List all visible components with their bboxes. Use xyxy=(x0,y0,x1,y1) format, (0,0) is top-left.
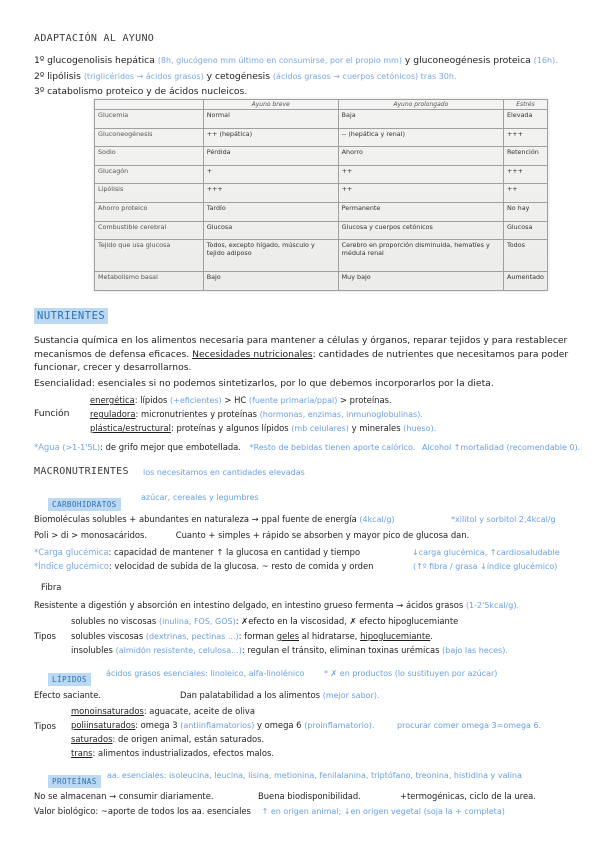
table-header-cell: Estrés xyxy=(503,100,547,110)
table-cell: Glucosa y cuerpos cetónicos xyxy=(338,221,503,240)
section-title-ayuno: ADAPTACIÓN AL AYUNO xyxy=(34,33,155,44)
table-cell: Tardío xyxy=(203,202,338,221)
carbo-l2b: Cuanto + simples + rápido se absorben y mayor pico de glucosa dan. xyxy=(175,530,470,540)
carbo-l1c: *xilitol y sorbitol 2,4kcal/g xyxy=(451,515,556,524)
proteinas-note: aa. esenciales: isoleucina, leucina, lisina, metionina, fenilalanina, triptófano, treonina, histidina y valina xyxy=(107,771,522,780)
table-row xyxy=(95,240,548,272)
table-cell: +++ xyxy=(503,128,547,147)
fibra-t2b: (dextrinas, pectinas ...) xyxy=(145,632,239,641)
lipidos-l1b: Dan palatabilidad a los alimentos xyxy=(180,690,321,700)
carbo-l4a: *Índice glucémico xyxy=(34,561,109,571)
lipidos-t1b: : aguacate, aceite de oliva xyxy=(143,706,256,716)
f2b: : micronutrientes y proteínas xyxy=(135,409,257,419)
lipidos-t2e: (proinflamatorio). xyxy=(304,721,375,730)
ayuno-l1a: 1º glucogenolisis hepática xyxy=(34,55,155,66)
carbo-l3c: ↓carga glucémica, ↑cardiosaludable xyxy=(412,548,560,557)
carbo-l3a: *Carga glucémica xyxy=(34,547,109,557)
fibra-l1a: Resistente a digestión y absorción en intestino delgado, en intestino grueso fermenta → ácidos grasos xyxy=(34,600,464,610)
lipidos-t1a: monoinsaturados xyxy=(71,706,144,716)
table-header-cell: Ayuno breve xyxy=(203,100,338,110)
table-cell: Ahorro xyxy=(338,147,503,166)
lipidos-title: LÍPIDOS xyxy=(48,673,91,686)
table-cell: Pérdida xyxy=(203,147,338,166)
fibra-t2e: al hidratarse, xyxy=(301,631,358,641)
table-cell: Permanente xyxy=(338,202,503,221)
carbo-l1a: Biomoléculas solubles + abundantes en naturaleza → ppal fuente de energía xyxy=(34,514,357,524)
table-cell: Combustible cerebral xyxy=(95,221,204,240)
fibra-tipo-2 xyxy=(71,631,433,642)
lipidos-t2d: y omega 6 xyxy=(257,720,302,730)
table-cell: ++ xyxy=(503,184,547,203)
table-cell: Glucemia xyxy=(95,110,204,129)
carbo-l2a: Poli > di > monosacáridos. xyxy=(34,530,148,540)
ayuno-l2d: (ácidos grasos → cuerpos cetónicos) tras 30h. xyxy=(272,72,457,81)
f3b: : proteínas y algunos lípidos xyxy=(170,423,289,433)
table-cell: Normal xyxy=(203,110,338,129)
proteinas-l2b: ↑ en origen animal; ↓en origen vegetal xyxy=(261,807,421,816)
lipidos-tipo-2 xyxy=(71,720,374,731)
fibra-t2a: solubles viscosas xyxy=(71,631,144,641)
proteinas-line-1b: Buena biodisponibilidad. xyxy=(258,791,361,801)
table-cell: ++ xyxy=(338,184,503,203)
agua-d: *Resto de bebidas tienen aporte calórico. xyxy=(249,443,416,452)
agua-a: *Agua xyxy=(34,442,60,452)
table-cell: Ahorro proteico xyxy=(95,202,204,221)
proteinas-l2a: Valor biológico: ~aporte de todos los aa. esenciales xyxy=(34,806,251,816)
fibra-t1b: (inulina, FOS, GOS) xyxy=(158,617,236,626)
f1a: energética xyxy=(90,395,135,405)
subsection-carbohidratos xyxy=(48,492,121,512)
ayuno-line-2 xyxy=(34,71,457,83)
table-cell: +++ xyxy=(503,165,547,184)
f1e: (fuente primaria/ppal) xyxy=(248,396,338,405)
lipidos-tipo-1 xyxy=(71,706,255,717)
f1f: > proteínas. xyxy=(340,395,392,405)
table-cell: Glucosa xyxy=(203,221,338,240)
fibra-t3a: insolubles xyxy=(71,645,113,655)
carbo-l4c: (↑º fibra / grasa ↓índice glucémico) xyxy=(413,562,558,571)
lipidos-t3b: : de origen animal, están saturados. xyxy=(112,734,265,744)
table-cell: Elevada xyxy=(503,110,547,129)
table-header-row xyxy=(95,100,548,110)
fibra-tipos-label: Tipos xyxy=(34,631,56,641)
ayuno-table xyxy=(94,99,548,291)
lipidos-line-1 xyxy=(34,690,101,701)
carbo-title: CARBOHIDRATOS xyxy=(48,498,121,511)
subsection-lipidos xyxy=(48,667,91,687)
carbo-line-3 xyxy=(34,547,360,558)
table-row xyxy=(95,184,548,203)
table-cell: Todos, excepto hígado, músculo y tejido adiposo xyxy=(203,240,338,272)
ayuno-l1c: y gluconeogénesis proteica xyxy=(404,55,531,66)
ayuno-line-1 xyxy=(34,55,558,67)
table-cell: Sodio xyxy=(95,147,204,166)
fibra-tipo-3 xyxy=(71,645,508,656)
carbo-l4b: : velocidad de subida de la glucosa. ~ resto de comida y orden xyxy=(108,561,374,571)
funcion-plastica xyxy=(90,423,436,434)
table-cell: +++ xyxy=(203,184,338,203)
table-row xyxy=(95,128,548,147)
agua-e: Alcohol ↑mortalidad (recomendable 0). xyxy=(421,443,581,452)
lipidos-t4a: trans xyxy=(71,748,93,758)
lipidos-l1a: Efecto saciante. xyxy=(34,690,102,700)
proteinas-line-1c: +termogénicas, ciclo de la urea. xyxy=(400,791,536,801)
table-header-cell: Ayuno prolongado xyxy=(338,100,503,110)
lipidos-l1c: (mejor sabor). xyxy=(322,691,380,700)
lipidos-tipos-label: Tipos xyxy=(34,721,56,731)
agua-b: (>1-1'5L) xyxy=(62,443,101,452)
subsection-proteinas xyxy=(48,769,101,789)
def2-a: mecanismos de defensa eficaces. xyxy=(34,349,190,360)
lipidos-note: ácidos grasos esenciales: linoleico, alfa-linolénico xyxy=(106,669,305,678)
carbo-note: azúcar, cereales y legumbres xyxy=(141,493,259,502)
agua-line xyxy=(34,442,580,453)
f3e: (hueso). xyxy=(403,424,437,433)
ayuno-l1b: (8h, glucógeno mm último en consumirse, por el propio mm) xyxy=(157,56,402,65)
ayuno-l1d: (16h). xyxy=(533,56,558,65)
fibra-t2d: geles xyxy=(276,631,300,641)
table-cell: No hay xyxy=(503,202,547,221)
fibra-t2f: hipoglucemiante xyxy=(360,631,431,641)
lipidos-tipo-4 xyxy=(71,748,274,759)
necesidades-nutricionales: Necesidades nutricionales xyxy=(192,349,313,360)
f2a: reguladora xyxy=(90,409,136,419)
macro-note: los necesitamos en cantidades elevadas xyxy=(143,468,305,477)
funcion-reguladora xyxy=(90,409,423,420)
fibra-l1b: (1-2'5kcal/g). xyxy=(465,601,520,610)
funcion-energetica xyxy=(90,395,392,406)
lipidos-t2c: (antiinflamatorios) xyxy=(180,721,255,730)
table-cell: Cerebro en proporción disminuida, hematíes y médula renal xyxy=(338,240,503,272)
table-cell: Gluconeogénesis xyxy=(95,128,204,147)
section-title-nutrientes xyxy=(34,304,108,324)
table-cell: ++ (hepática) xyxy=(203,128,338,147)
ayuno-table-photo xyxy=(94,99,548,291)
ayuno-line-3: 3º catabolismo proteico y de ácidos nucleicos. xyxy=(34,86,248,97)
table-header-cell xyxy=(95,100,204,110)
table-cell: Aumentado xyxy=(503,272,547,291)
table-row xyxy=(95,272,548,291)
table-row xyxy=(95,147,548,166)
table-cell: Lipólisis xyxy=(95,184,204,203)
f1d: > HC xyxy=(224,395,247,405)
table-cell: ++ xyxy=(338,165,503,184)
table-cell: + xyxy=(203,165,338,184)
table-row xyxy=(95,221,548,240)
fibra-t1a: solubles no viscosas xyxy=(71,616,157,626)
proteinas-line-1a: No se almacenan → consumir diariamente. xyxy=(34,791,214,801)
funcion-label: Función xyxy=(34,408,70,419)
ayuno-l2c: y cetogénesis xyxy=(206,71,270,82)
table-cell: Baja xyxy=(338,110,503,129)
proteinas-title: PROTEÍNAS xyxy=(48,775,101,788)
table-cell: Glucosa xyxy=(503,221,547,240)
fibra-t2c: : forman xyxy=(238,631,275,641)
f3c: (mb celulares) xyxy=(291,424,349,433)
lipidos-t4b: : alimentos industrializados, efectos malos. xyxy=(92,748,275,758)
table-cell: Retención xyxy=(503,147,547,166)
table-cell: Todos xyxy=(503,240,547,272)
lipidos-note-2: * ✗ en productos (lo sustituyen por azúcar) xyxy=(324,669,498,678)
lipidos-t3a: saturados xyxy=(71,734,113,744)
f3d: y minerales xyxy=(351,423,401,433)
ayuno-l2a: 2º lipólisis xyxy=(34,71,81,82)
carbo-l1b: (4kcal/g) xyxy=(359,515,395,524)
f3a: plástica/estructural xyxy=(90,423,171,433)
table-cell: -- (hepática y renal) xyxy=(338,128,503,147)
esencialidad: Esencialidad: esenciales si no podemos sintetizarlos, por lo que debemos incorporarlos por la dieta. xyxy=(34,378,494,389)
nutrientes-def-3: funcionar, crecer y desarrollarnos. xyxy=(34,362,192,373)
fibra-t1c: : ✗efecto en la viscosidad, ✗ efecto hipoglucemiante xyxy=(235,616,459,626)
table-cell: Muy bajo xyxy=(338,272,503,291)
fibra-t3b: (almidón resistente, celulosa...) xyxy=(115,646,242,655)
table-row xyxy=(95,202,548,221)
carbo-l3b: : capacidad de mantener ↑ la glucosa en cantidad y tiempo xyxy=(108,547,361,557)
table-cell: Glucagón xyxy=(95,165,204,184)
lipidos-t2b: : omega 3 xyxy=(135,720,178,730)
lipidos-t2f: procurar comer omega 3=omega 6. xyxy=(397,721,542,730)
table-row xyxy=(95,110,548,129)
fibra-t3d: (bajo las heces). xyxy=(442,646,508,655)
nutrientes-def-2 xyxy=(34,349,568,361)
proteinas-line-2 xyxy=(34,806,505,817)
nutrientes-def-1: Sustancia química en los alimentos necesaria para mantener a células y órganos, reparar tejidos y para restablecer xyxy=(34,335,568,346)
table-cell: Bajo xyxy=(203,272,338,291)
fibra-tipo-1 xyxy=(71,616,458,627)
lipidos-t2a: poliinsaturados xyxy=(71,720,136,730)
carbo-line-4 xyxy=(34,561,373,572)
f1c: (+eficientes) xyxy=(170,396,222,405)
carbo-line-2 xyxy=(34,530,469,541)
agua-c: : de grifo mejor que embotellada. xyxy=(100,442,241,452)
fibra-t3c: : regulan el tránsito, eliminan toxinas urémicas xyxy=(241,645,440,655)
section-title-macronutrientes: MACRONUTRIENTES xyxy=(34,466,129,477)
ayuno-l2b: (triglicéridos → ácidos grasos) xyxy=(83,72,204,81)
carbo-line-1 xyxy=(34,514,395,525)
f2c: (hormonas, enzimas, inmunoglobulinas). xyxy=(259,410,423,419)
proteinas-l2c: (soja la + completa) xyxy=(423,807,505,816)
lipidos-line-1b xyxy=(180,690,380,701)
f1b: : lípidos xyxy=(134,395,168,405)
lipidos-tipo-3 xyxy=(71,734,264,745)
table-cell: Metabolismo basal xyxy=(95,272,204,291)
fibra-line-1 xyxy=(34,600,519,611)
table-row xyxy=(95,165,548,184)
def2-c: : cantidades de nutrientes que necesitamos para poder xyxy=(312,349,569,360)
fibra-title: Fibra xyxy=(41,582,62,592)
table-cell: Tejido que usa glucosa xyxy=(95,240,204,272)
fibra-t2g: . xyxy=(430,631,433,641)
nutrientes-title: NUTRIENTES xyxy=(34,308,108,324)
